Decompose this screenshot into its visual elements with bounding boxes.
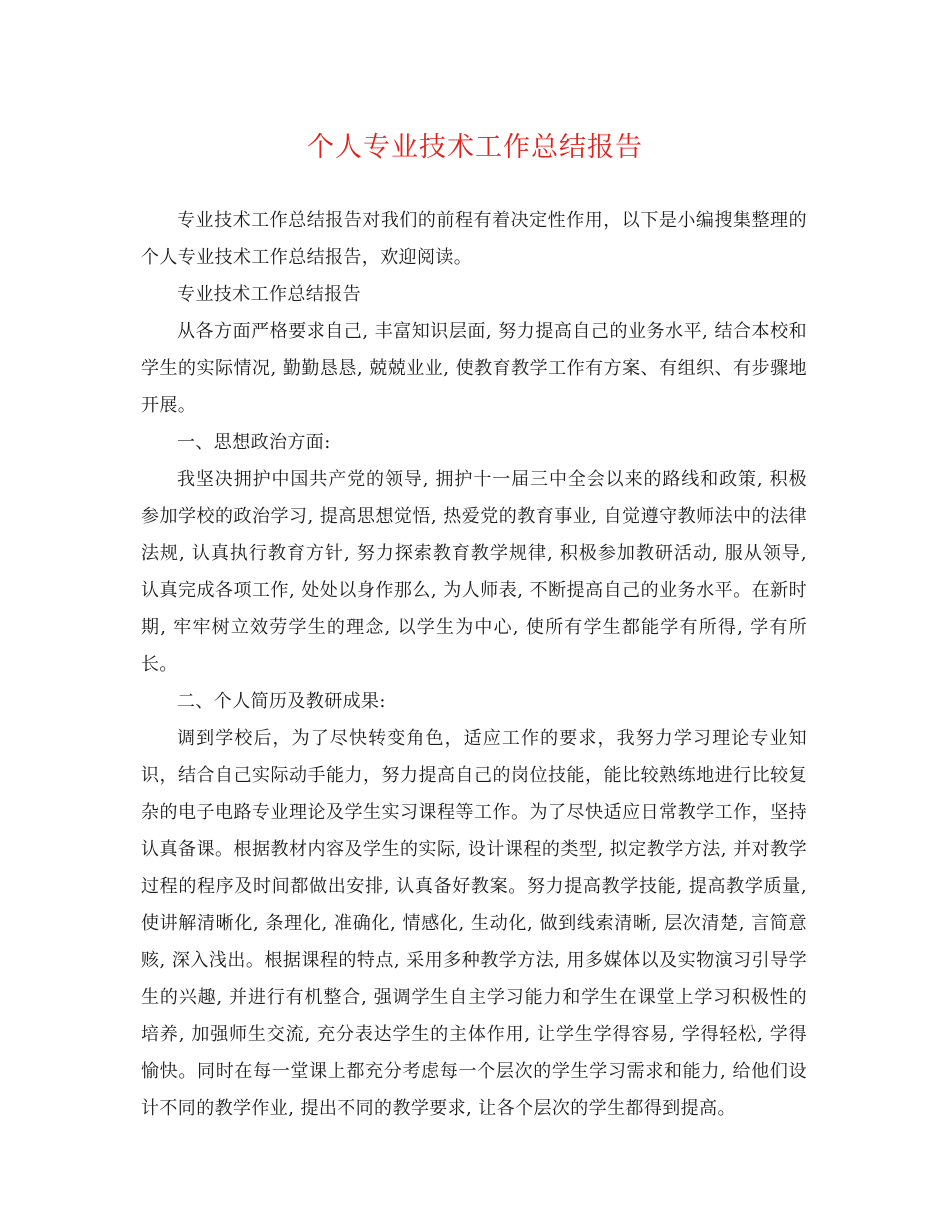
section-heading-resume: 二、个人简历及教研成果: <box>177 691 386 712</box>
section-heading-politics: 一、思想政治方面: <box>177 432 331 453</box>
body-paragraph-requirements: 从各方面严格要求自己, 丰富知识层面, 努力提高自己的业务水平, 结合本校和学生的实际情况, 勤勤恳恳, 兢兢业业, 使教育教学工作有方案、有组织、有步骤地开展。 <box>141 321 807 416</box>
section-heading-report: 专业技术工作总结报告 <box>177 284 361 305</box>
body-paragraph-politics: 我坚决拥护中国共产党的领导, 拥护十一届三中全会以来的路线和政策, 积极参加学校的政治学习, 提高思想觉悟, 热爱党的教育事业, 自觉遵守教师法中的法律法规, 认真执行教育方针, 努力探索教育教学规律, 积极参加教研活动, 服从领导, 认真完成各项工作, 处处以身作那么, 为人师表, 不断提高自己的业务水平。在新时期, 牢牢树立效劳学生的理念, 以学生为中心, 使所有学生都能学有所得, 学有所长。 <box>141 469 807 675</box>
document-body <box>141 202 807 1127</box>
document-title: 个人专业技术工作总结报告 <box>307 132 643 163</box>
intro-paragraph: 专业技术工作总结报告对我们的前程有着决定性作用，以下是小编搜集整理的个人专业技术工作总结报告，欢迎阅读。 <box>141 210 807 268</box>
body-paragraph-teaching: 调到学校后，为了尽快转变角色，适应工作的要求，我努力学习理论专业知识，结合自己实际动手能力，努力提高自己的岗位技能，能比较熟练地进行比较复杂的电子电路专业理论及学生实习课程等工作。为了尽快适应日常教学工作，坚持认真备课。根据教材内容及学生的实际, 设计课程的类型, 拟定教学方法, 并对教学过程的程序及时间都做出安排, 认真备好教案。努力提高教学技能, 提高教学质量, 使讲解清晰化, 条理化, 准确化, 情感化, 生动化, 做到线索清晰, 层次清楚, 言简意赅, 深入浅出。根据课程的特点, 采用多种教学方法, 用多媒体以及实物演习引导学生的兴趣, 并进行有机整合, 强调学生自主学习能力和学生在课堂上学习积极性的培养, 加强师生交流, 充分表达学生的主体作用, 让学生学得容易, 学得轻松, 学得愉快。同时在每一堂课上都充分考虑每一个层次的学生学习需求和能力, 给他们设计不同的教学作业, 提出不同的教学要求, 让各个层次的学生都得到提高。 <box>141 728 807 1119</box>
